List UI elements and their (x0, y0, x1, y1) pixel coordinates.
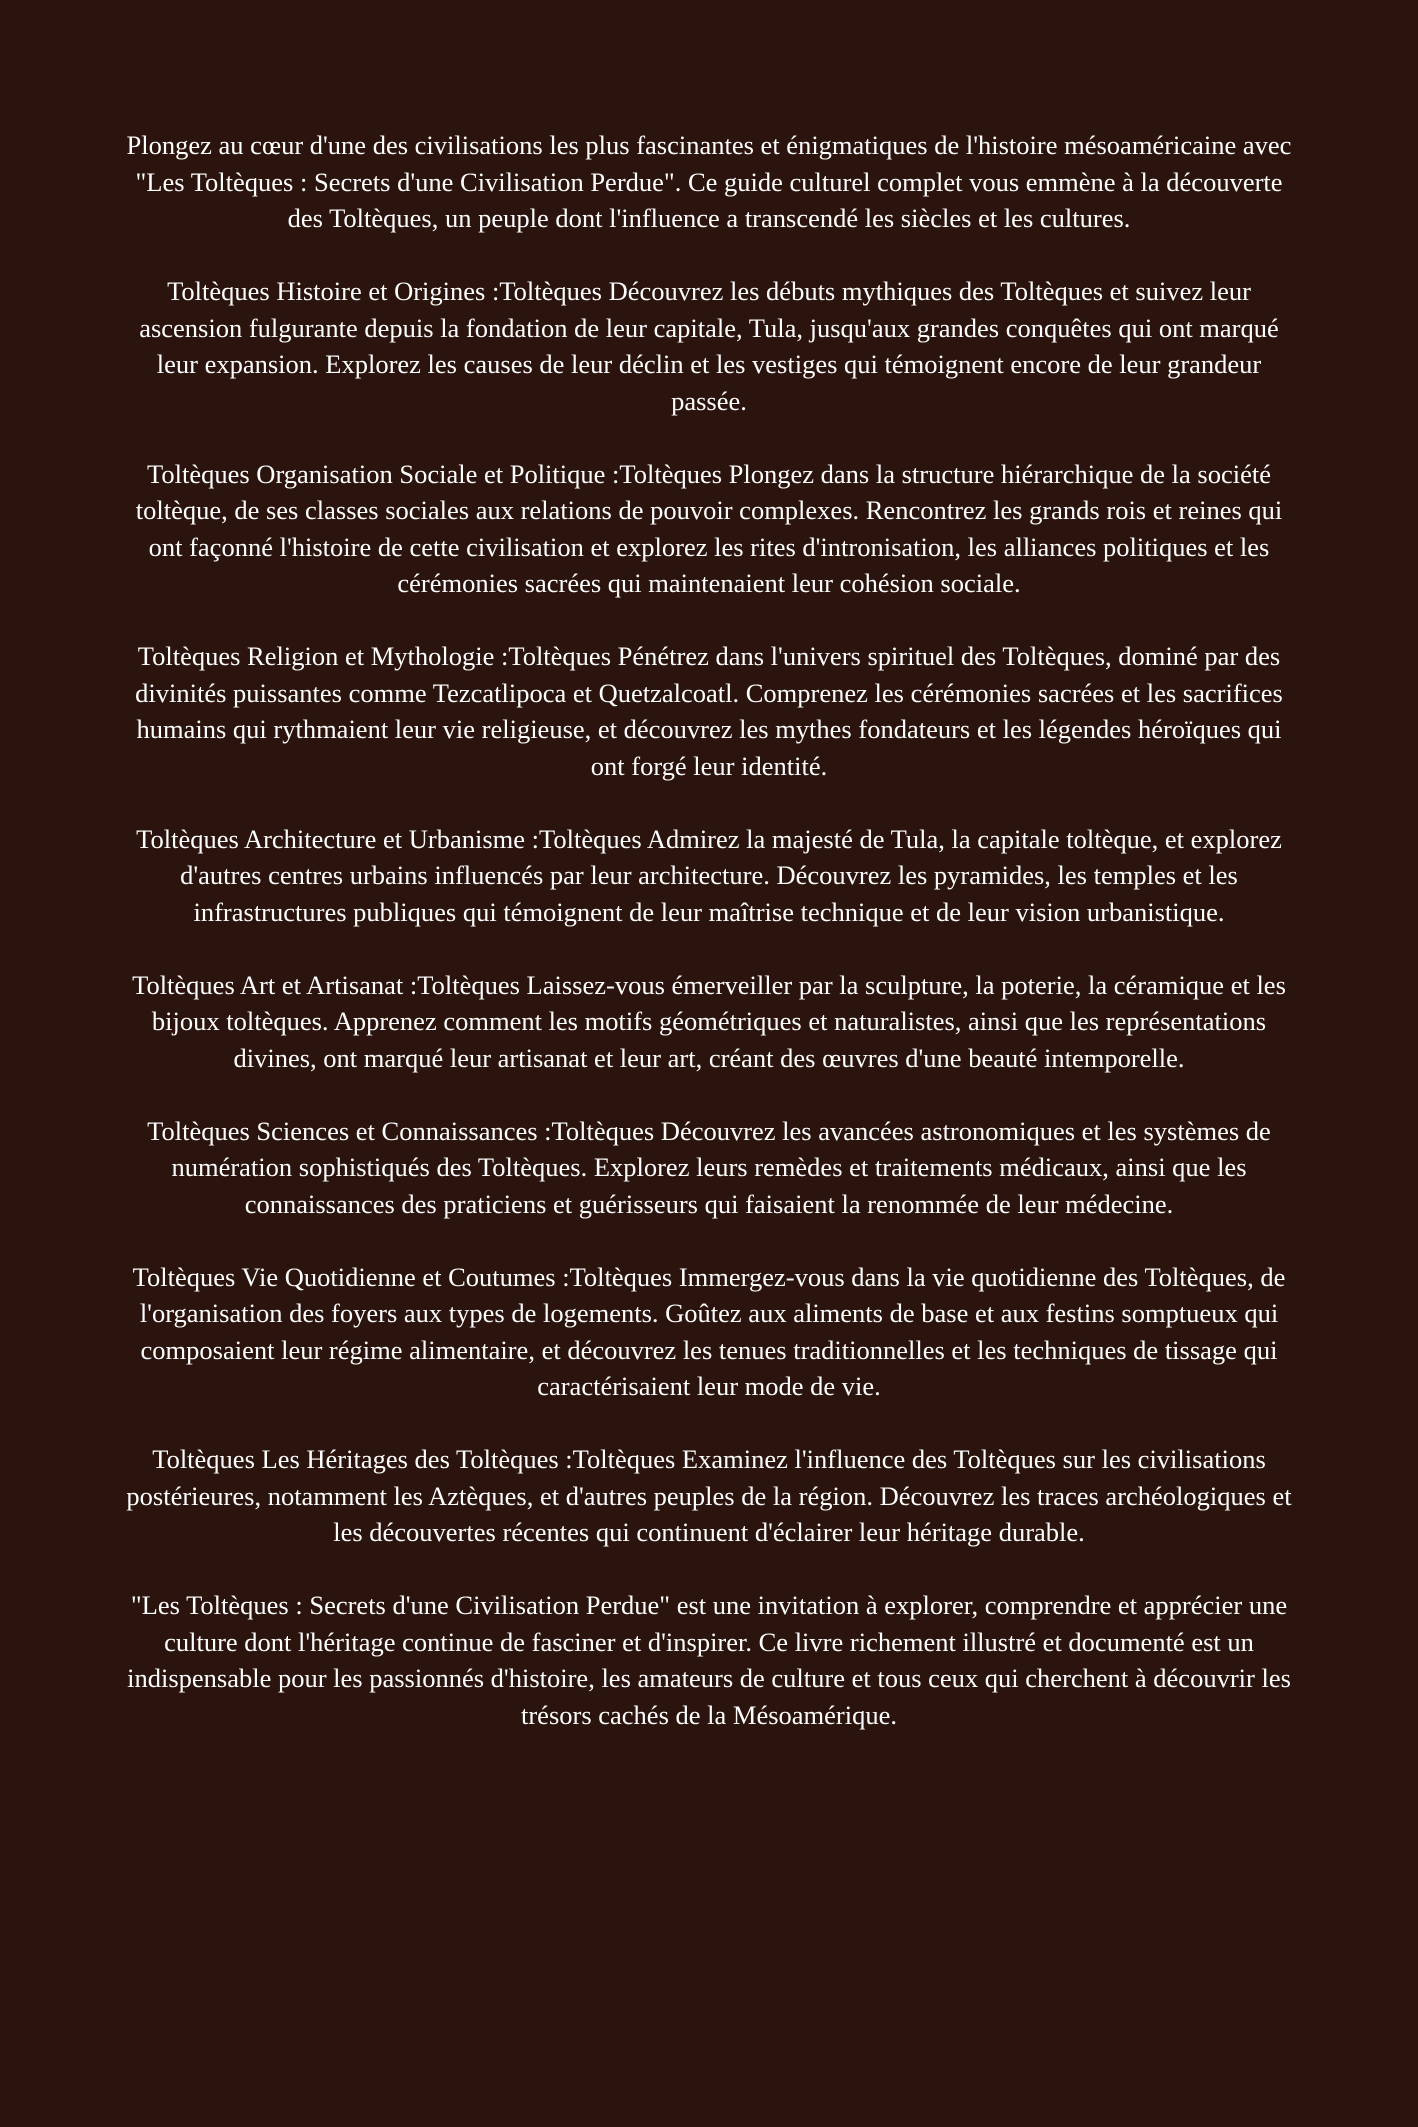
sciences-knowledge-paragraph: Toltèques Sciences et Connaissances :Toltèques Découvrez les avancées astronomiques et les systèmes de numération sophistiqués des Toltèques. Explorez leurs remèdes et traitements médicaux, ainsi que les connaissances des praticiens et guérisseurs qui faisaient la renommée de leur médecine. (147, 1115, 1271, 1219)
religion-mythology-paragraph: Toltèques Religion et Mythologie :Toltèques Pénétrez dans l'univers spirituel des Toltèques, dominé par des divinités puissantes comme Tezcatlipoca et Quetzalcoatl. Comprenez les cérémonies sacrées et les sacrifices humains qui rythmaient leur vie religieuse, et découvrez les mythes fondateurs et les légendes héroïques qui ont forgé leur identité. (135, 641, 1283, 781)
history-origins-paragraph: Toltèques Histoire et Origines :Toltèques Découvrez les débuts mythiques des Toltèques et suivez leur ascension fulgurante depuis la fondation de leur capitale, Tula, jusqu'aux grandes conquêtes qui ont marqué leur expansion. Explorez les causes de leur déclin et les vestiges qui témoignent encore de leur grandeur passée. (139, 276, 1279, 416)
social-political-paragraph: Toltèques Organisation Sociale et Politique :Toltèques Plongez dans la structure hiérarchique de la société toltèque, de ses classes sociales aux relations de pouvoir complexes. Rencontrez les grands rois et reines qui ont façonné l'histoire de cette civilisation et explorez les rites d'intronisation, les alliances politiques et les cérémonies sacrées qui maintenaient leur cohésion sociale. (135, 458, 1283, 598)
heritage-paragraph: Toltèques Les Héritages des Toltèques :Toltèques Examinez l'influence des Toltèques sur les civilisations postérieures, notamment les Aztèques, et d'autres peuples de la région. Découvrez les traces archéologiques et les découvertes récentes qui continuent d'éclairer leur héritage durable. (126, 1444, 1292, 1547)
architecture-urbanism-paragraph: Toltèques Architecture et Urbanisme :Toltèques Admirez la majesté de Tula, la capitale toltèque, et explorez d'autres centres urbains influencés par leur architecture. Découvrez les pyramides, les temples et les infrastructures publiques qui témoignent de leur maîtrise technique et de leur vision urbanistique. (136, 823, 1282, 927)
description-text-block (118, 127, 1300, 1733)
daily-life-paragraph: Toltèques Vie Quotidienne et Coutumes :Toltèques Immergez-vous dans la vie quotidienne des Toltèques, de l'organisation des foyers aux types de logements. Goûtez aux aliments de base et aux festins somptueux qui composaient leur régime alimentaire, et découvrez les tenues traditionnelles et les techniques de tissage qui caractérisaient leur mode de vie. (132, 1261, 1286, 1401)
intro-paragraph: Plongez au cœur d'une des civilisations les plus fascinantes et énigmatiques de l'histoire mésoaméricaine avec "Les Toltèques : Secrets d'une Civilisation Perdue". Ce guide culturel complet vous emmène à la découverte des Toltèques, un peuple dont l'influence a transcendé les siècles et les cultures. (126, 130, 1292, 233)
conclusion-paragraph: "Les Toltèques : Secrets d'une Civilisation Perdue" est une invitation à explorer, comprendre et apprécier une culture dont l'héritage continue de fasciner et d'inspirer. Ce livre richement illustré et documenté est un indispensable pour les passionnés d'histoire, les amateurs de culture et tous ceux qui cherchent à découvrir les trésors cachés de la Mésoamérique. (127, 1590, 1291, 1730)
art-craft-paragraph: Toltèques Art et Artisanat :Toltèques Laissez-vous émerveiller par la sculpture, la poterie, la céramique et les bijoux toltèques. Apprenez comment les motifs géométriques et naturalistes, ainsi que les représentations divines, ont marqué leur artisanat et leur art, créant des œuvres d'une beauté intemporelle. (132, 969, 1286, 1073)
